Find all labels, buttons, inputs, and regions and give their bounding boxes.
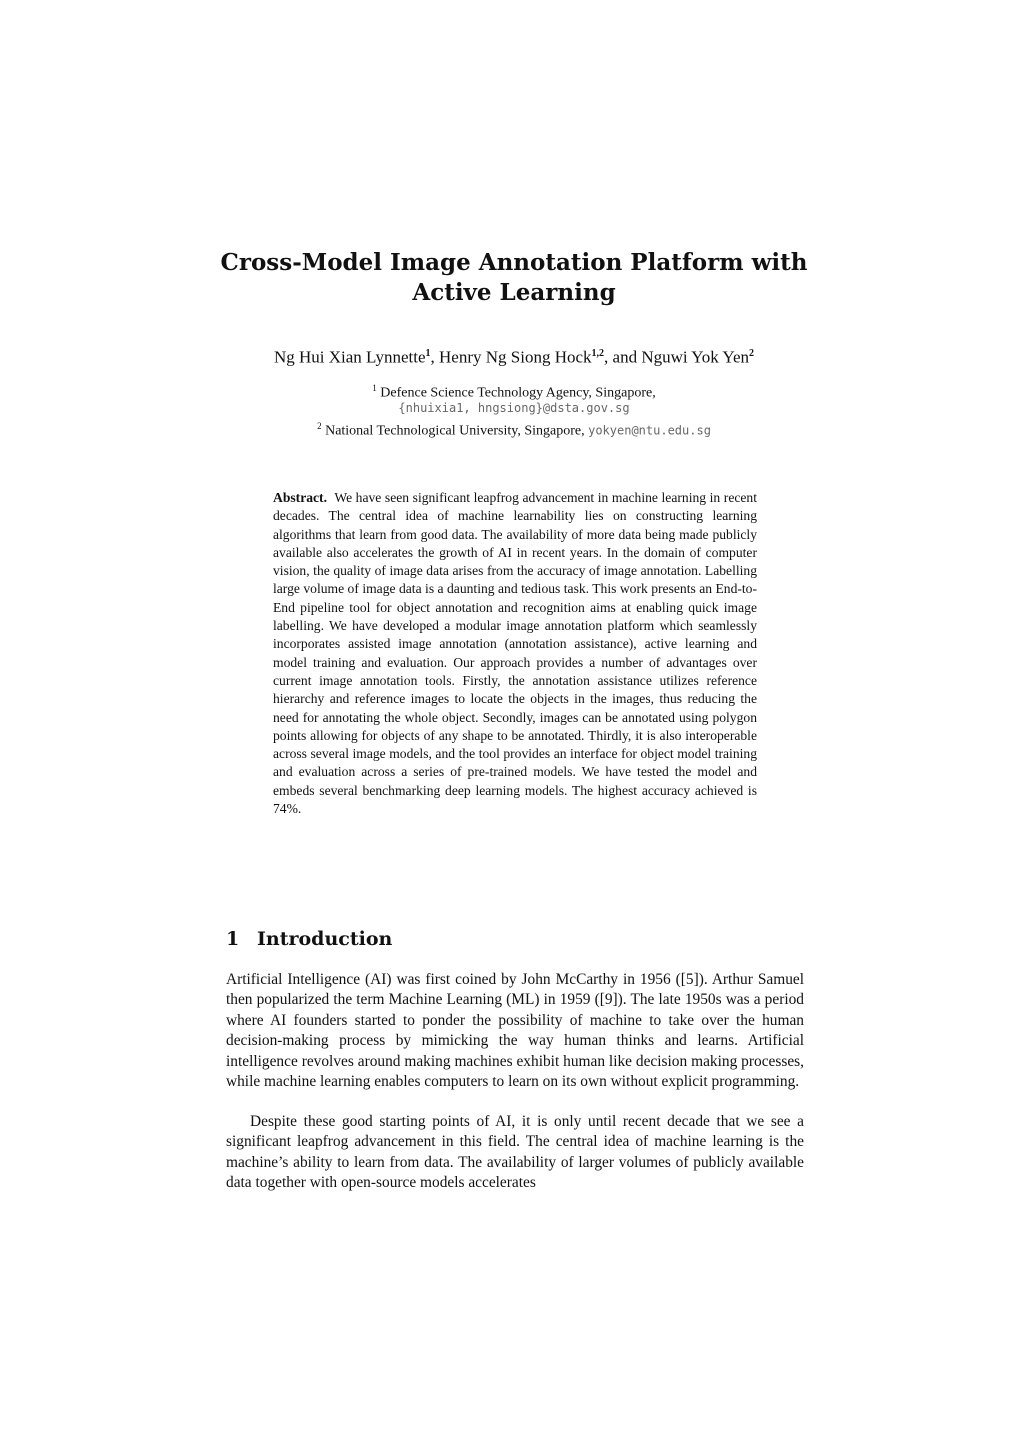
affiliation-number: 1	[372, 383, 377, 393]
abstract	[273, 489, 757, 818]
affiliation-email: yokyen@ntu.edu.sg	[588, 423, 711, 438]
section-heading	[226, 927, 392, 951]
author-separator: ,	[430, 347, 440, 367]
title-line-1: Cross-Model Image Annotation Platform with	[220, 249, 808, 276]
author-name: Henry Ng Siong Hock	[439, 347, 592, 367]
affiliation-2	[200, 417, 828, 441]
affiliation-text: Defence Science Technology Agency, Singapore,	[380, 385, 656, 401]
author-separator: , and	[604, 347, 642, 367]
section-title: Introduction	[257, 928, 393, 950]
title-line-2: Active Learning	[412, 279, 616, 306]
affiliation-1-email-line	[200, 399, 828, 418]
author-affiliation-mark: 1	[425, 348, 431, 359]
abstract-text: We have seen significant leapfrog advancement in machine learning in recent decades. The central idea of machine learnability lies on constructing learning algorithms that learn from good data. The availability of more data being made publicly available also accelerates the growth of AI in recent years. In the domain of computer vision, the quality of image data arises from the accuracy of image annotation. Labelling large volume of image data is a daunting and tedious task. This work presents an End-to-End pipeline tool for object annotation and recognition aims at enabling quick image labelling. We have developed a modular image annotation platform which seamlessly incorporates assisted image annotation (annotation assistance), active learning and model training and evaluation. Our approach provides a number of advantages over current image annotation tools. Firstly, the annotation assistance utilizes reference hierarchy and reference images to locate the objects in the images, thus reducing the need for annotating the whole object. Secondly, images can be annotated using polygon points allowing for objects of any shape to be annotated. Thirdly, it is also interoperable across several image models, and the tool provides an interface for object model training and evaluation across a series of pre-trained models. We have tested the model and embeds several benchmarking deep learning models. The highest accuracy achieved is 74%.	[273, 490, 757, 817]
abstract-label: Abstract.	[273, 490, 327, 505]
author-name: Nguwi Yok Yen	[641, 347, 750, 367]
paper-title	[200, 248, 828, 308]
body-paragraph: Despite these good starting points of AI, it is only until recent decade that we see a significant leapfrog advancement in this field. The central idea of machine learning is the machine’s ability to learn from data. The availability of larger volumes of publicly available data together with open-source models accelerates	[226, 1113, 804, 1192]
author-affiliation-mark: 2	[749, 348, 755, 359]
body-paragraph: Artificial Intelligence (AI) was first coined by John McCarthy in 1956 ([5]). Arthur Samuel then popularized the term Machine Learning (ML) in 1959 ([9]). The late 1950s was a period where AI founders started to ponder the possibility of machine to take over the human decision-making process by mimicking the way human thinks and learns. Artificial intelligence revolves around making machines exhibit human like decision making processes, while machine learning enables computers to learn on its own without explicit programming.	[226, 971, 804, 1091]
affiliation-text: National Technological University, Singapore,	[325, 423, 589, 439]
author-affiliation-mark: 1,2	[591, 348, 605, 359]
affiliation-email: {nhuixia1, hngsiong}@dsta.gov.sg	[398, 401, 630, 415]
author-name: Ng Hui Xian Lynnette	[273, 347, 426, 367]
affiliation-number: 2	[317, 421, 322, 431]
author-list	[200, 343, 828, 369]
section-number: 1	[226, 928, 240, 950]
